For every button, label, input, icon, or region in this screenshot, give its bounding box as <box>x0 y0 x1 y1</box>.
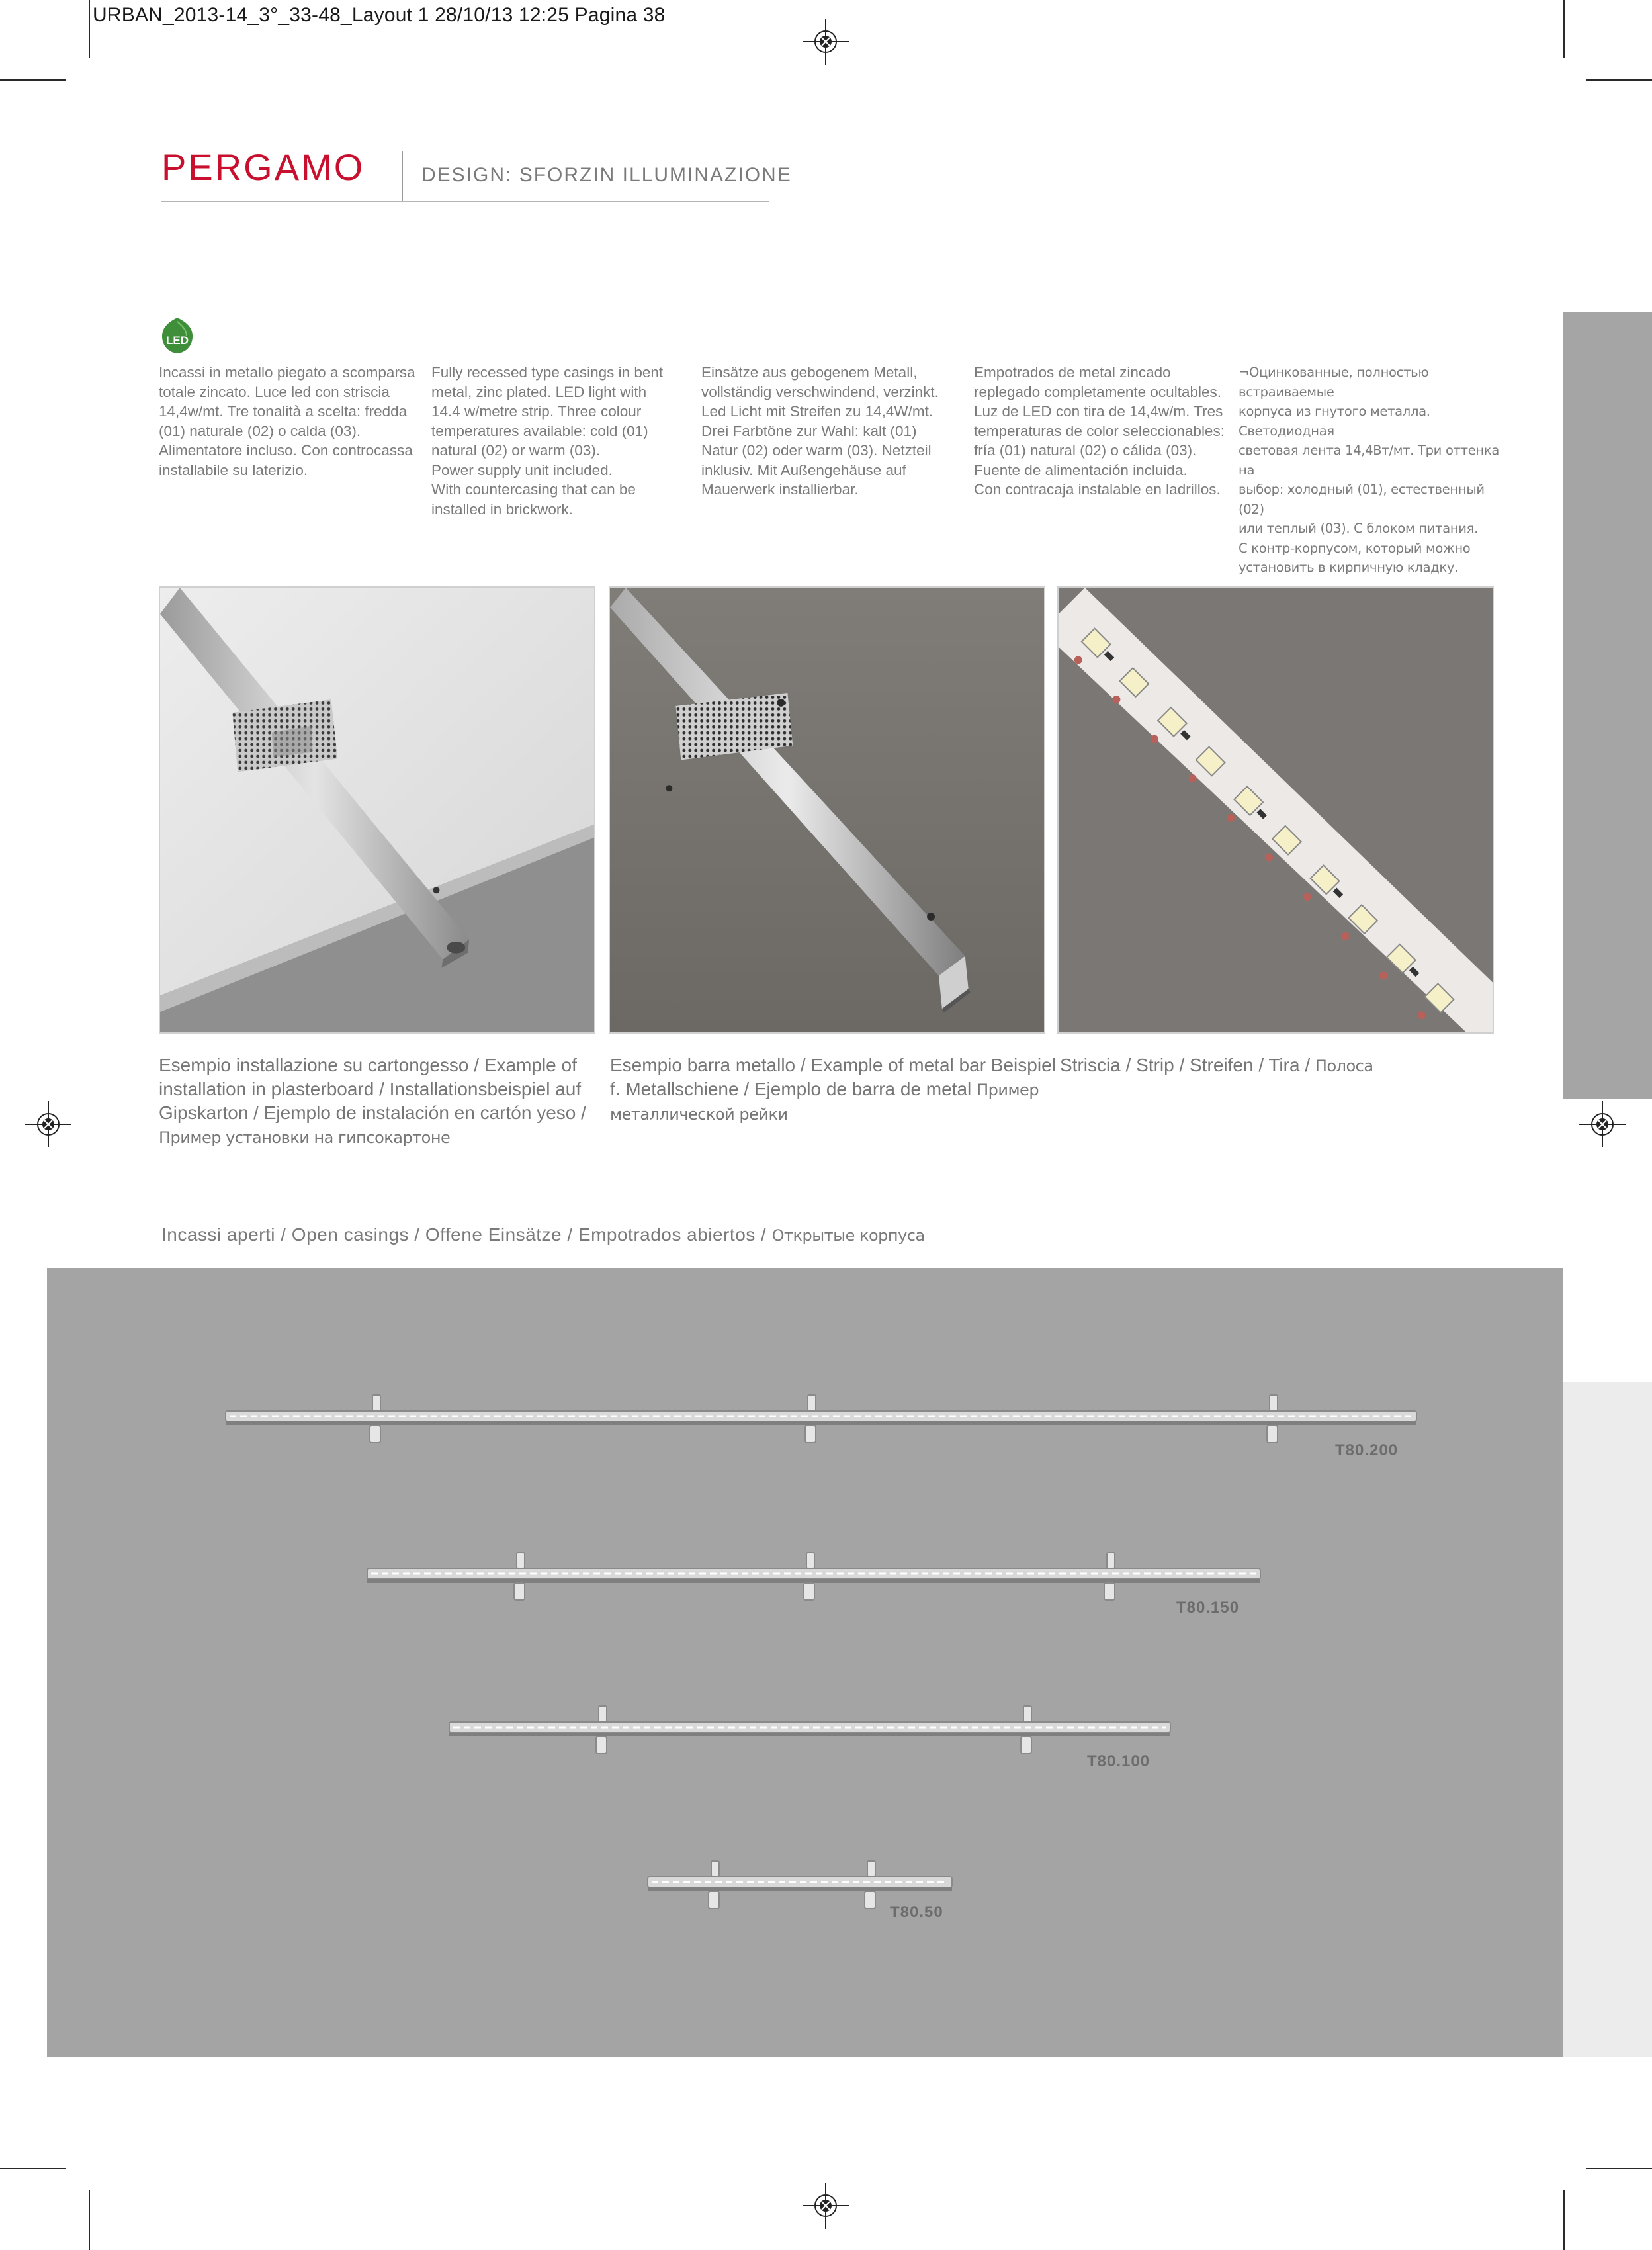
caption-metal-bar-text: Esempio barra metallo / Example of metal bar Beispiel f. Metallschiene / Ejemplo de barra de metal <box>610 1055 1056 1099</box>
description-english: Fully recessed type casings in bent metal, zinc plated. LED light with 14.4 w/metre strip. Three colour temperatures available: cold (01) natural (02) or warm (03). Power supply unit included. With countercasing that can be installed in brickwork. <box>431 364 664 518</box>
print-slug: URBAN_2013-14_3°_33-48_Layout 1 28/10/13 12:25 Pagina 38 <box>93 4 666 26</box>
product-title: PERGAMO <box>161 146 365 188</box>
caption-led-strip-ru: Полоса <box>1315 1057 1373 1075</box>
product-code-t80-100: T80.100 <box>1087 1752 1151 1770</box>
crop-mark <box>1586 2168 1652 2169</box>
caption-led-strip-text: Striscia / Strip / Streifen / Tira / <box>1060 1055 1315 1075</box>
led-badge-label: LED <box>166 334 189 347</box>
description-italian: Incassi in metallo piegato a scomparsa totale zincato. Luce led con striscia 14,4w/mt. Tre tonalità a scelta: fredda (01) naturale (02) o calda (03). Alimentatore incluso. Con controcassa installabile su laterizio. <box>159 364 415 478</box>
description-german: Einsätze aus gebogenem Metall, vollständig verschwindend, verzinkt. Led Licht mit Streifen zu 14,4W/mt. Drei Farbtöne zur Wahl: kalt (01) Natur (02) oder warm (03). Netzteil inklusiv. Mit Außengehäuse auf Mauerwerk installierbar. <box>701 364 939 498</box>
section-heading-open-casings <box>161 1224 925 1245</box>
crop-mark <box>1563 2190 1565 2250</box>
registration-mark-left <box>25 1101 71 1148</box>
caption-plasterboard-ru: Пример установки на гипсокартоне <box>159 1128 451 1147</box>
bar-t80-150 <box>367 1549 1267 1601</box>
side-tab-grey <box>1563 312 1652 1099</box>
bar-t80-200 <box>226 1391 1469 1444</box>
description-spanish: Empotrados de metal zincado replegado completamente ocultables. Luz de LED con tira de 14,4w/m. Tres temperaturas de color seleccionables: fría (01) natural (02) o cálida (03). Fuente de alimentación incluida. Con contracaja instalable en ladrillos. <box>974 364 1225 498</box>
caption-metal-bar-ru: Пример металлической рейки <box>610 1081 1039 1124</box>
product-panel <box>47 1268 1563 2057</box>
led-badge-icon <box>160 316 195 355</box>
section-heading-ru: Открытые корпуса <box>771 1226 925 1245</box>
registration-mark-bottom <box>803 2182 849 2229</box>
caption-plasterboard <box>159 1054 602 1149</box>
title-divider <box>402 151 403 202</box>
side-tab-light <box>1563 1382 1652 2057</box>
photo-led-strip <box>1057 586 1494 1034</box>
designer-credit: DESIGN: SFORZIN ILLUMINAZIONE <box>421 164 792 186</box>
caption-plasterboard-text: Esempio installazione su cartongesso / Example of installation in plasterboard / Installationsbeispiel auf Gipskarton / Ejemplo de instalación en cartón yeso / <box>159 1055 586 1123</box>
product-code-t80-150: T80.150 <box>1176 1599 1240 1617</box>
crop-mark <box>89 0 90 58</box>
crop-mark <box>0 79 66 81</box>
description-russian: ¬Оцинкованные, полностью встраиваемые корпуса из гнутого металла. Светодиодная световая лента 14,4Вт/мт. Три оттенка на выбор: холодный (01), естественный (02) или теплый (03). С блоком питания. С контр-корпусом, который можно установить в кирпичную кладку. <box>1239 365 1499 575</box>
crop-mark <box>89 2190 90 2250</box>
title-rule <box>161 201 769 202</box>
caption-metal-bar <box>610 1054 1060 1126</box>
bar-t80-50 <box>648 1857 959 1910</box>
photo-plasterboard-installation <box>159 586 595 1034</box>
bar-t80-100 <box>449 1702 1177 1755</box>
photo-metal-bar <box>609 586 1045 1034</box>
registration-mark-top <box>803 19 849 65</box>
section-heading-text: Incassi aperti / Open casings / Offene Einsätze / Empotrados abiertos / <box>161 1224 772 1245</box>
caption-led-strip <box>1060 1054 1503 1078</box>
registration-mark-right <box>1579 1101 1626 1148</box>
crop-mark <box>0 2168 66 2169</box>
product-code-t80-200: T80.200 <box>1335 1441 1399 1459</box>
crop-mark <box>1563 0 1565 58</box>
product-code-t80-50: T80.50 <box>890 1903 943 1921</box>
crop-mark <box>1586 79 1652 81</box>
